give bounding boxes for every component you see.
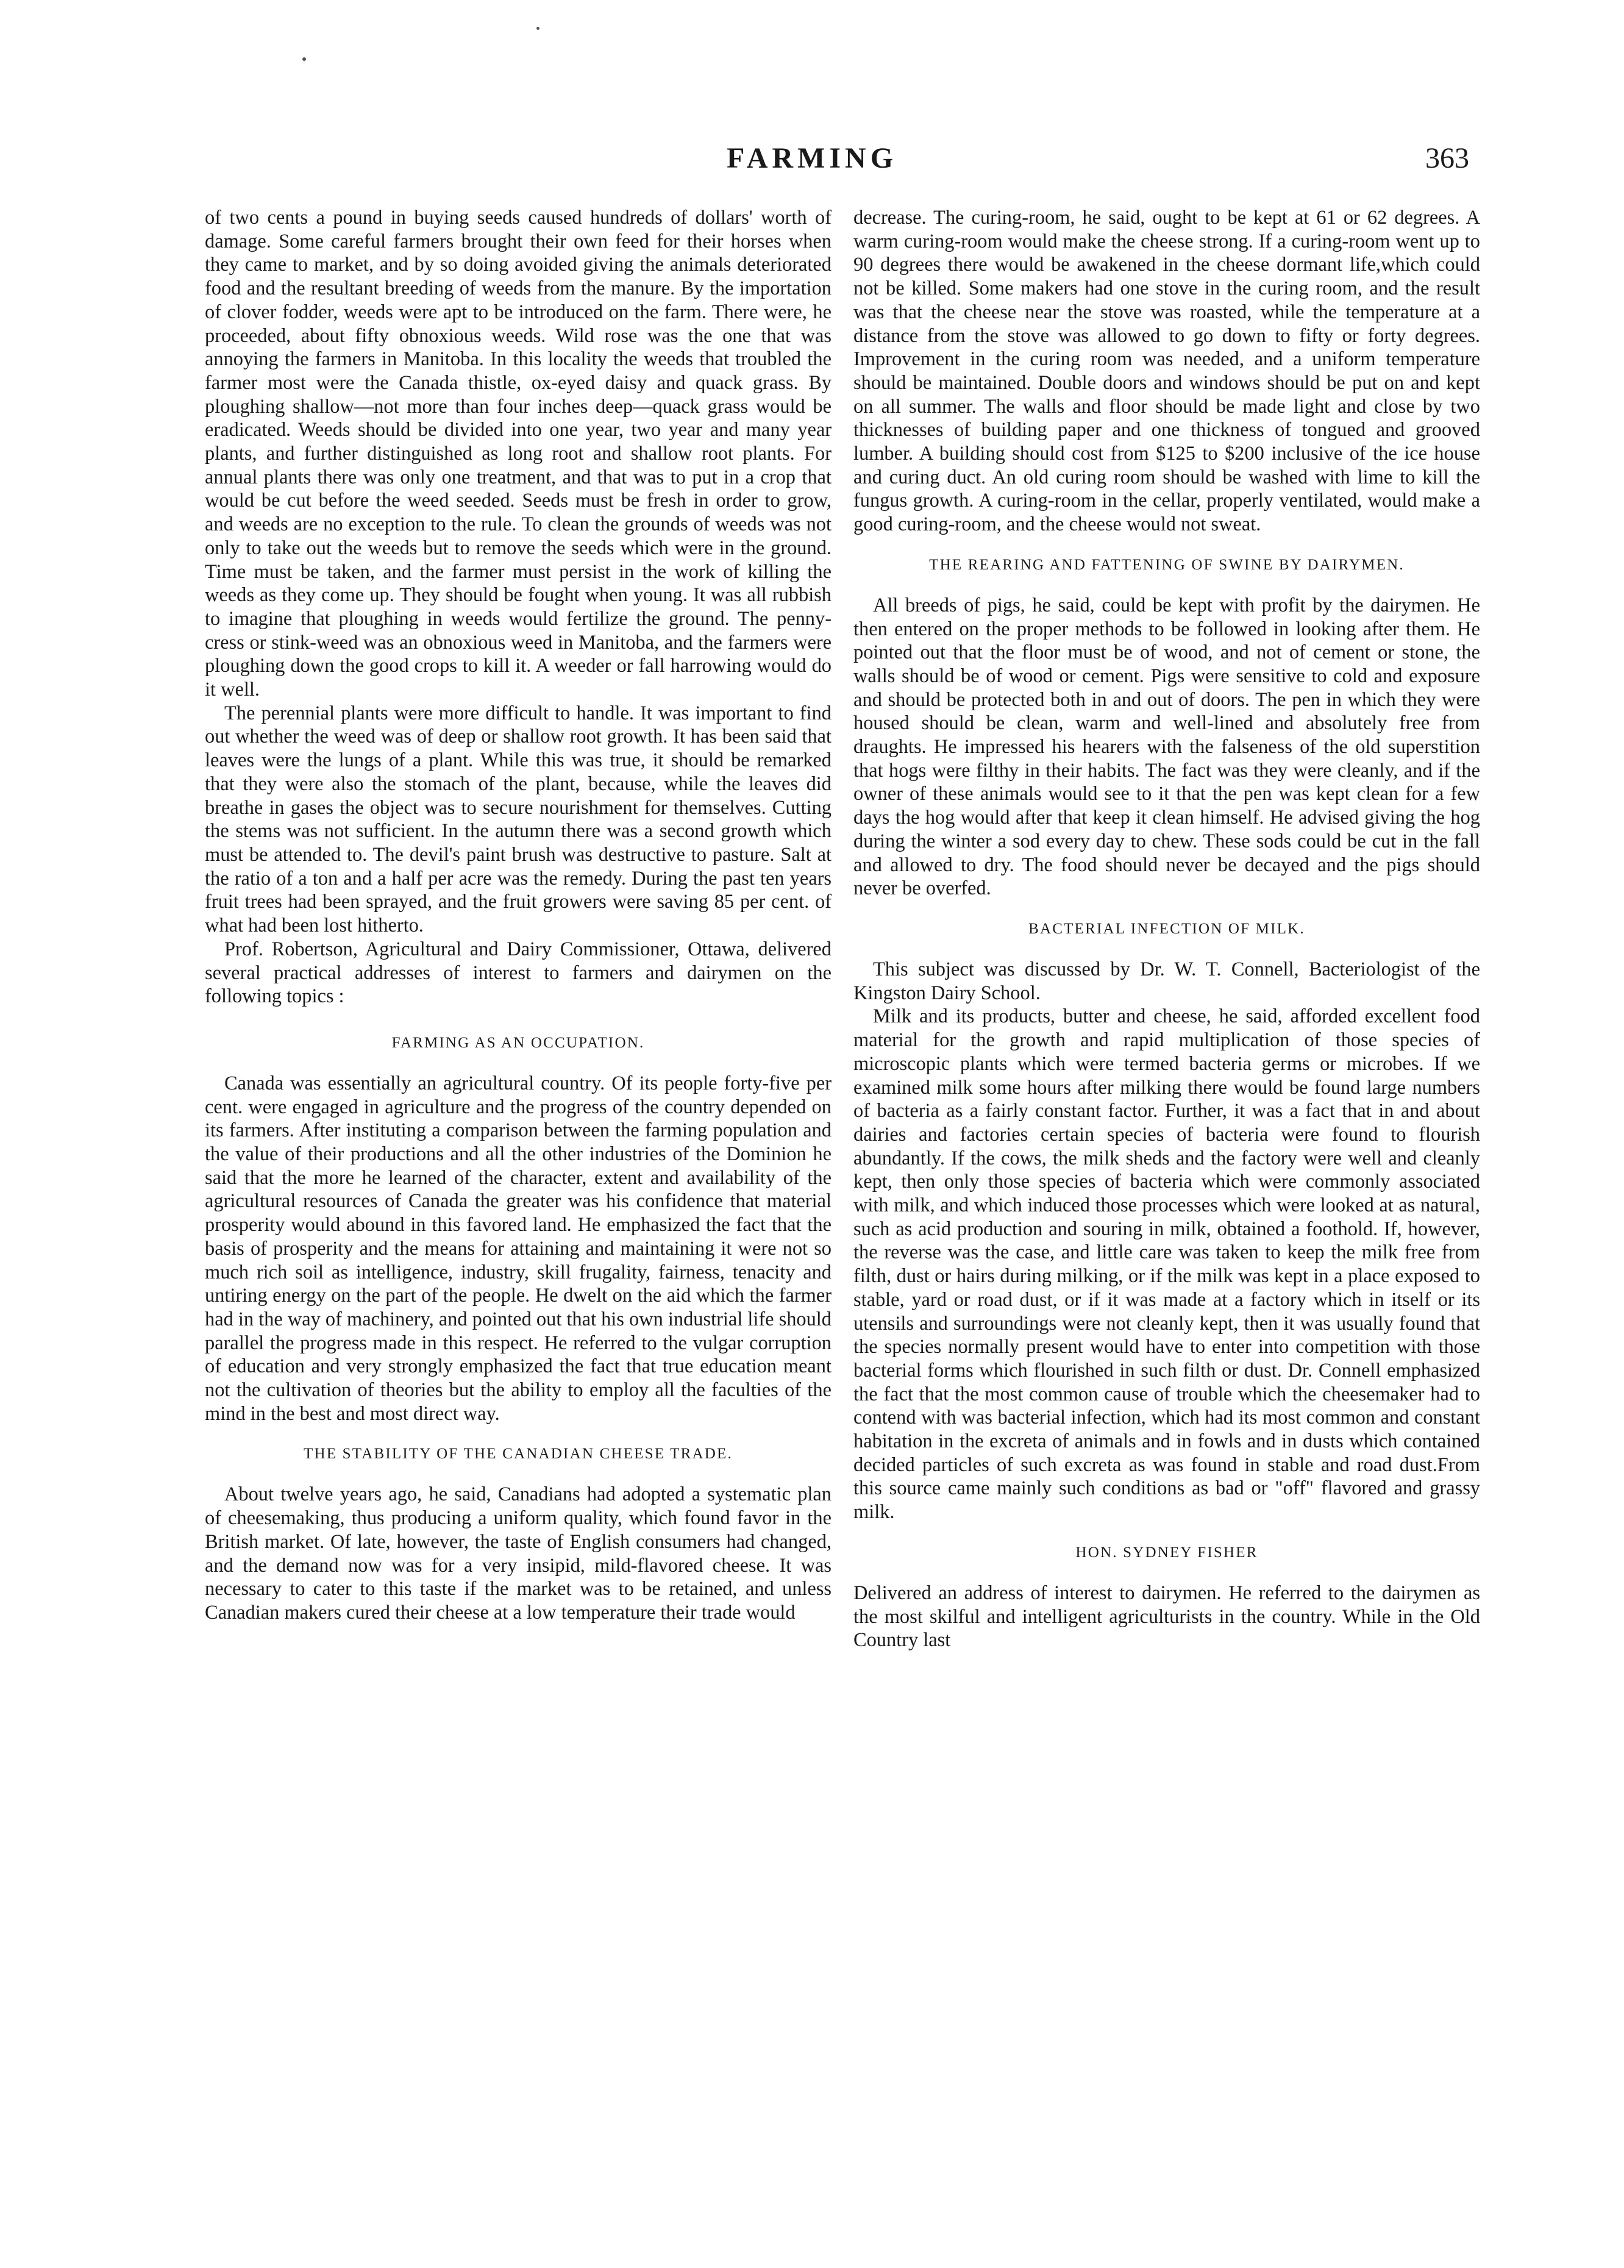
ink-speck	[302, 57, 306, 61]
paragraph: of two cents a pound in buying seeds caused hundreds of dollars' worth of damage. Some careful farmers brought their own feed for their horses when they came to market, and by so doing avoided giving the animals deteriorated food and the resultant breeding of weeds from the manure. By the importation of clover fodder, weeds were apt to be introduced on the farm. There were, he proceeded, about fifty obnoxious weeds. Wild rose was the one that was annoying the farmers in Manitoba. In this locality the weeds that troubled the farmer most were the Canada thistle, ox-eyed daisy and quack grass. By ploughing shallow—not more than four inches deep—quack grass would be eradicated. Weeds should be divided into one year, two year and many year plants, and further distinguished as long root and shallow root plants. For annual plants there was only one treatment, and that was to put in a crop that would be cut before the weed seeded. Seeds must be fresh in order to grow, and weeds are no exception to the rule. To clean the grounds of weeds was not only to take out the weeds but to remove the seeds which were in the ground. Time must be taken, and the farmer must persist in the work of killing the weeds as they come up. They should be fought when young. It was all rubbish to imagine that ploughing in weeds would fertilize the ground. The penny-cress or stink-weed was an obnoxious weed in Manitoba, and the farmers were ploughing down the good crops to kill it. A weeder or fall harrowing would do it well.	[205, 207, 832, 701]
running-title: FARMING	[726, 142, 898, 174]
section-heading: BACTERIAL INFECTION OF MILK.	[1028, 920, 1305, 937]
right-column	[853, 206, 1480, 2224]
paragraph: About twelve years ago, he said, Canadians had adopted a systematic plan of cheesemaking, thus producing a uniform quality, which found favor in the British market. Of late, however, the taste of English consumers had changed, and the demand now was for a very insipid, mild-flavored cheese. It was necessary to cater to this taste if the market was to be retained, and unless Canadian makers cured their cheese at a low temperature their trade would	[205, 1483, 832, 1624]
paragraph: All breeds of pigs, he said, could be kept with profit by the dairymen. He then entered on the proper methods to be followed in looking after them. He pointed out that the floor must be of wood, and not of cement or stone, the walls should be of wood or cement. Pigs were sensitive to cold and exposure and should be protected both in and out of doors. The pen in which they were housed should be clean, warm and well-lined and absolutely free from draughts. He impressed his hearers with the falseness of the old superstition that hogs were filthy in their habits. The fact was they were cleanly, and if the owner of these animals would see to it that the pen was kept clean for a few days the hog would after that keep it clean himself. He advised giving the hog during the winter a sod every day to chew. These sods could be cut in the fall and allowed to dry. The food should never be decayed and the pigs should never be overfed.	[853, 594, 1480, 900]
section-heading: FARMING AS AN OCCUPATION.	[391, 1034, 645, 1051]
left-column	[205, 206, 832, 2224]
paragraph: Prof. Robertson, Agricultural and Dairy Commissioner, Ottawa, delivered several practical addresses of interest to farmers and dairymen on the following topics :	[205, 938, 832, 1008]
page-number: 363	[1425, 142, 1469, 174]
section-heading: HON. SYDNEY FISHER	[1075, 1544, 1258, 1561]
paragraph: The perennial plants were more difficult to handle. It was important to find out whether the weed was of deep or shallow root growth. It has been said that leaves were the lungs of a plant. While this was true, it should be remarked that they were also the stomach of the plant, because, while the leaves did breathe in gases the object was to secure nourishment for themselves. Cutting the stems was not sufficient. In the autumn there was a second growth which must be attended to. The devil's paint brush was destructive to pasture. Salt at the ratio of a ton and a half per acre was the remedy. During the past ten years fruit trees had been sprayed, and the fruit growers were saving 85 per cent. of what had been lost hitherto.	[205, 702, 832, 937]
paragraph: Milk and its products, butter and cheese, he said, afforded excellent food material for the growth and rapid multiplication of those species of microscopic plants which were termed bacteria germs or microbes. If we examined milk some hours after milking there would be found large numbers of bacteria as a fairly constant factor. Further, it was a fact that in and about dairies and factories certain species of bacteria were found to flourish abundantly. If the cows, the milk sheds and the factory were well and cleanly kept, then only those species of bacteria which were commonly associated with milk, and which induced those processes which were looked at as natural, such as acid production and souring in milk, obtained a foothold. If, however, the reverse was the case, and little care was taken to keep the milk free from filth, dust or hairs during milking, or if the milk was kept in a place exposed to stable, yard or road dust, or if it was made at a factory which in itself or its utensils and surroundings were not cleanly kept, then it was usually found that the species normally present would have to enter into competition with those bacterial forms which flourished in such filth or dust. Dr. Connell emphasized the fact that the most common cause of trouble which the cheesemaker had to contend with was bacterial infection, which had its most common and constant habitation in the excreta of animals and in fowls and in dusts which contained decided particles of such excreta as was found in stable and road dust.From this source came mainly such conditions as bad or "off" flavored and grassy milk.	[853, 1005, 1480, 1524]
paragraph: Canada was essentially an agricultural country. Of its people forty-five per cent. were engaged in agriculture and the progress of the country depended on its farmers. After instituting a comparison between the farming population and the value of their productions and all the other industries of the Dominion he said that the more he learned of the character, extent and availability of the agricultural resources of Canada the greater was his confidence that material prosperity would abound in this favored land. He emphasized the fact that the basis of prosperity and the means for attaining and maintaining it were not so much rich soil as intelligence, industry, skill frugality, fairness, tenacity and untiring energy on the part of the people. He dwelt on the aid which the farmer had in the way of machinery, and pointed out that his own industrial life should parallel the progress made in this respect. He referred to the vulgar corruption of education and very strongly emphasized the fact that true education meant not the cultivation of theories but the ability to employ all the faculties of the mind in the best and most direct way.	[205, 1072, 832, 1425]
paragraph: decrease. The curing-room, he said, ought to be kept at 61 or 62 degrees. A warm curing-room would make the cheese strong. If a curing-room went up to 90 degrees there would be awakened in the cheese dormant life,which could not be killed. Some makers had one stove in the curing room, and the result was that the cheese near the stove was roasted, while the temperature at a distance from the stove was allowed to go down to fifty or forty degrees. Improvement in the curing room was needed, and a uniform temperature should be maintained. Double doors and windows should be put on and kept on all summer. The walls and floor should be made light and close by two thicknesses of building paper and one thickness of tongued and grooved lumber. A building should cost from $125 to $200 inclusive of the ice house and curing duct. An old curing room should be washed with lime to kill the fungus growth. A curing-room in the cellar, properly ventilated, would make a good curing-room, and the cheese would not sweat.	[853, 207, 1480, 536]
ink-speck	[536, 27, 540, 30]
paragraph: Delivered an address of interest to dairymen. He referred to the dairymen as the most skilful and intelligent agriculturists in the country. While in the Old Country last	[853, 1582, 1480, 1652]
section-heading: THE REARING AND FATTENING OF SWINE BY DAIRYMEN.	[929, 556, 1405, 573]
section-heading: THE STABILITY OF THE CANADIAN CHEESE TRADE.	[304, 1446, 733, 1463]
paragraph: This subject was discussed by Dr. W. T. Connell, Bacteriologist of the Kingston Dairy School.	[853, 958, 1480, 1004]
